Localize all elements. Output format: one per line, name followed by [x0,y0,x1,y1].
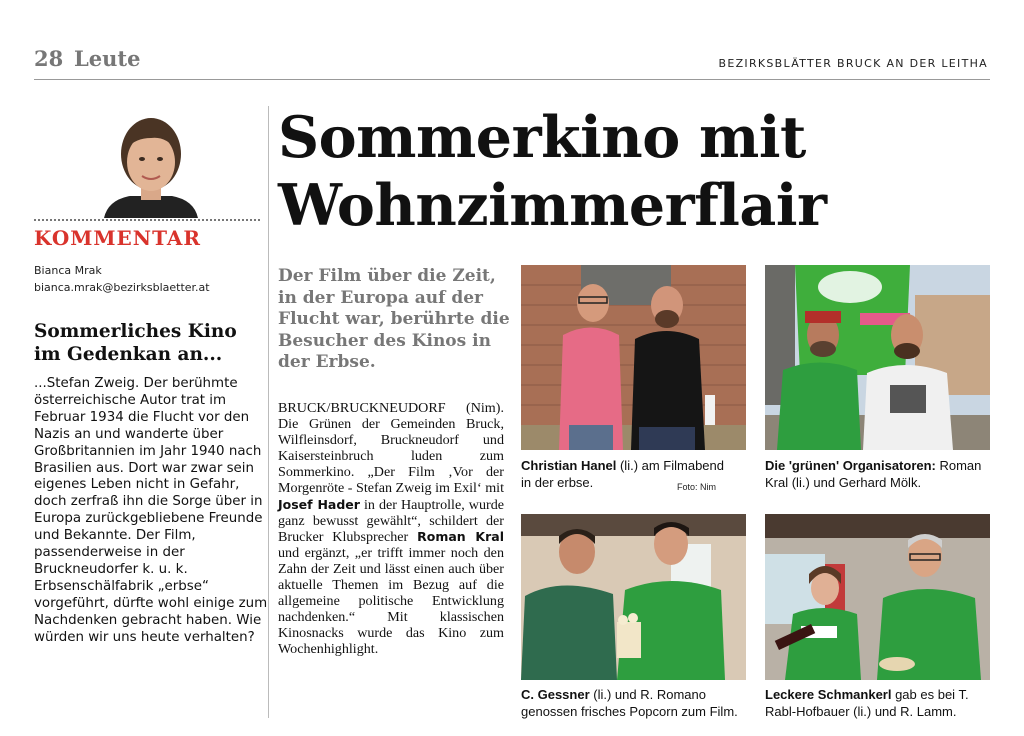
body-part-1: BRUCK/BRUCKNEUDORF (Nim). Die Grünen der Gemeinden Bruck, Wilfleinsdorf, Bruckneudorf und Kaisersteinbruch luden zum Sommerkino. „Der Film ‚Vor der Morgenröte - Stefan Zweig im Exil‘ mit [278,400,504,497]
body-part-2: in der Hauptrolle, wurde ganz bewusst gewählt“, schildert der Brucker Klubsprecher [278,496,504,545]
commentary-author: Bianca Mrak [34,264,102,277]
article-lead: Der Film über die Zeit, in der Europa auf der Flucht war, berührte die Besucher des Kinos in der Erbse. [278,266,510,372]
photo-popcorn [521,514,746,680]
article-body [278,400,504,658]
caption-1-text: (li.) am Filmabend in der erbse. [521,458,724,490]
caption-photo-4 [765,686,990,720]
body-name-1: Josef Hader [278,496,360,512]
article-title: Sommerkino mit Wohnzimmerflair [278,104,827,239]
publication-name: BEZIRKSBLÄTTER BRUCK AN DER LEITHA [718,57,988,70]
dotted-divider [34,219,260,221]
author-portrait [96,104,206,218]
photo-credit: Foto: Nim [677,482,717,492]
caption-2-text: Roman Kral (li.) und Gerhard Mölk. [765,458,982,490]
photo-snacks [765,514,990,680]
caption-photo-2 [765,457,990,491]
header-rule [34,79,990,80]
caption-2-bold: Die 'grünen' Organisatoren: [765,458,936,473]
commentary-text: ...Stefan Zweig. Der berühmte österreichische Autor trat im Februar 1934 die Flucht vor den Nazis an und wanderte über Großbritannien im Jahr 1940 nach Brasilien aus. Dort war zwar sein eigenes Leben nicht in Gefahr, doch zerfraß ihn die Sorge über in Europa zurückgebliebene Freunde und Bekannte. Der Film, passenderweise in der Bruckneudorfer k. u. k. Erbsenschälfabrik „erbse“ vorgeführt, dürfte wohl einige zum Nachdenken gebracht haben. Wie würden wir uns heute verhalten? [34,376,268,645]
caption-3-text: (li.) und R. Romano genossen frisches Popcorn zum Film. [521,687,738,719]
section-title: Leute [74,46,141,71]
commentary-email[interactable]: bianca.mrak@bezirksblaetter.at [34,281,210,294]
caption-4-bold: Leckere Schmankerl [765,687,892,702]
commentary-headline: Sommerliches Kino im Gedenkan an... [34,321,237,365]
body-part-3: und ergänzt, „er trifft immer noch den Zahn der Zeit und lässt einen auch über aktuelle Themen im Bezug auf die allgemeine politische Entwicklung nachdenken.“ Mit klassischen Kinosnacks wurde das Kino zum Wochenhighlight. [278,544,504,658]
body-name-2: Roman Kral [417,528,504,544]
page-number: 28 [34,46,64,71]
caption-1-bold: Christian Hanel [521,458,617,473]
commentary-label: KOMMENTAR [34,226,201,250]
caption-4-text: gab es bei T. Rabl-Hofbauer (li.) und R. Lamm. [765,687,969,719]
photo-christian-hanel [521,265,746,450]
caption-photo-3 [521,686,746,720]
caption-3-bold: C. Gessner [521,687,590,702]
photo-organizers [765,265,990,450]
